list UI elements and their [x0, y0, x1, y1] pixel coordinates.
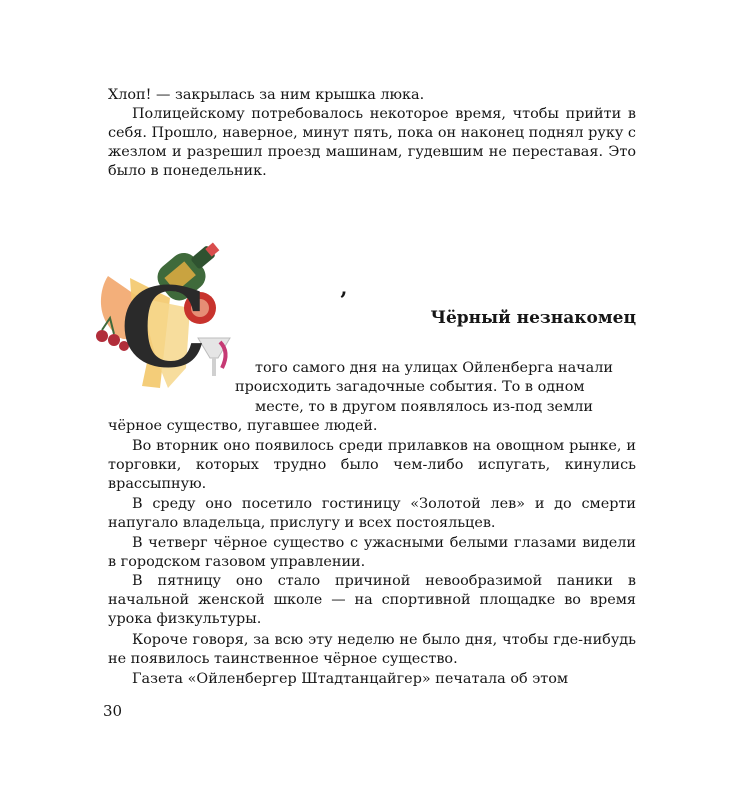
chapter-mark: ‚	[340, 275, 348, 301]
paragraph-newspaper: Газета «Ойленбергер Штадтанцайгер» печатала об этом	[132, 671, 569, 687]
paragraph-summary: Короче говоря, за всю эту неделю не было дня, чтобы где-нибудь не появилось таинственное чёрное существо.	[108, 632, 636, 667]
paragraph-tuesday: Во вторник оно появилось среди прилавков на овощном рынке, и торговки, которых трудно было чем-либо испугать, кинулись врассыпную.	[108, 438, 636, 492]
drop-cap-illustration	[90, 238, 250, 398]
opening-line-2: происходить загадочные события. То в одном	[235, 379, 585, 395]
opening-line-4: чёрное существо, пугавшее людей.	[108, 418, 378, 434]
closing-paragraph: Полицейскому потребовалось некоторое время, чтобы прийти в себя. Прошло, наверное, минут пять, пока он наконец поднял руку с жезлом и разрешил проезд машинам, гудевшим не переставая. Это было в понедельник.	[108, 106, 636, 179]
paragraph-friday: В пятницу оно стало причиной невообразимой паники в начальной женской школе — на спортивной площадке во время урока физкультуры.	[108, 573, 636, 627]
closing-line: Хлоп! — закрылась за ним крышка люка.	[108, 87, 425, 103]
chapter-title: Чёрный незнакомец	[430, 308, 636, 328]
drop-cap-letter: С	[120, 263, 208, 392]
opening-line-3: месте, то в другом появлялось из-под земли	[255, 399, 593, 415]
paragraph-thursday: В четверг чёрное существо с ужасными белыми глазами видели в городском газовом управлении.	[108, 535, 636, 570]
opening-line-1: того самого дня на улицах Ойленберга начали	[255, 360, 613, 376]
page-number: 30	[103, 702, 123, 720]
paragraph-wednesday: В среду оно посетило гостиницу «Золотой лев» и до смерти напугало владельца, прислугу и всех постояльцев.	[108, 496, 636, 531]
